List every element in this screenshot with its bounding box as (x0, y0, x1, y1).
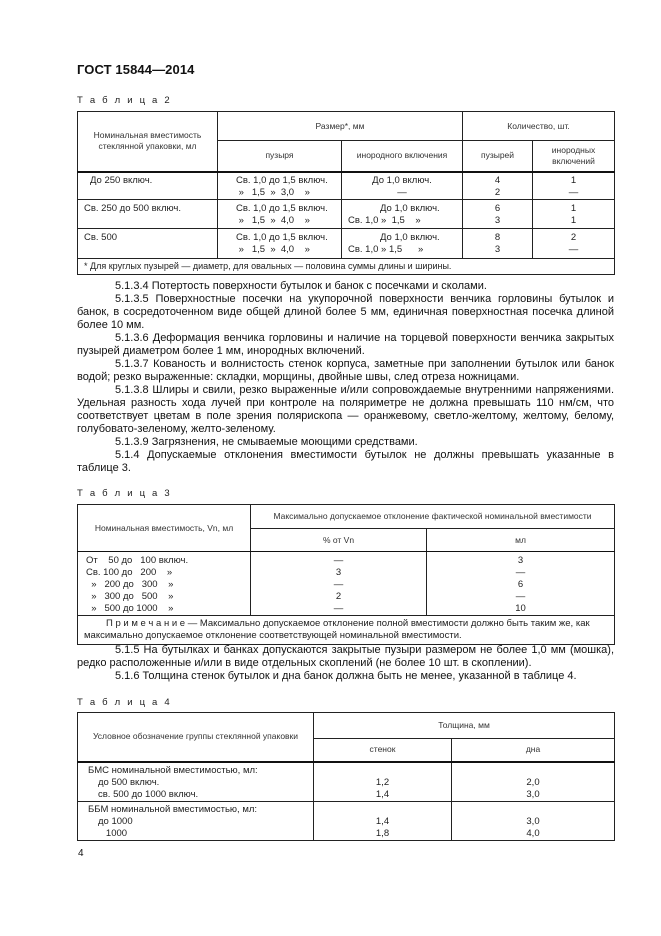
table-3 (77, 504, 615, 645)
col-deviation-header: Максимально допускаемое отклонение фактической номинальной вместимости (251, 505, 615, 529)
document-id: ГОСТ 15844—2014 (77, 62, 195, 77)
table-2-footnote: * Для круглых пузырей — диаметр, для овальных — половина суммы длины и ширины. (78, 258, 615, 274)
cell-capacity: Св. 500 (78, 228, 218, 258)
table-3-caption: Т а б л и ц а 3 (77, 488, 172, 499)
cell-inclusion-size: До 1,0 включ. Св. 1,0 » 1,5 » (342, 199, 463, 228)
col-size-bubble: пузыря (218, 141, 342, 172)
para-5-1-6: 5.1.6 Толщина стенок бутылок и дна банок должна быть не менее, указанной в таблице 4. (115, 670, 577, 682)
cell-capacity: От 50 до 100 включ. Св. 100 до 200 » » 200 до 300 » » 300 до 500 » » 500 до 1000 » (78, 552, 251, 616)
col-size-header: Размер*, мм (218, 112, 463, 141)
cell-ml: 3 — 6 — 10 (427, 552, 615, 616)
col-walls-header: стенок (314, 739, 452, 762)
col-percent-header: % от Vn (251, 529, 427, 552)
cell-inclusion-size: До 1,0 включ. — (342, 172, 463, 200)
table-row (78, 762, 615, 802)
para-5-1-3-8: 5.1.3.8 Шлиры и свили, резко выраженные и/или сопровождаемые внутренними напряжениями. Удельная разность хода лучей при контроле на поляриметре не должна превышать 110 нм/см, что соответствует цветам в поле зрения полярископа — оранжевому, светло-желтому, желтому, белому, голубовато-зеленому, желто-зеленому. (77, 384, 614, 435)
cell-bubble-size: Св. 1,0 до 1,5 включ. » 1,5 » 4,0 » (218, 199, 342, 228)
table-3-note: П р и м е ч а н и е — Максимально допускаемое отклонение полной вместимости должно быть таким же, как максимально допускаемое отклонение соответствующей номинальной вместимости. (78, 616, 615, 645)
table-4 (77, 712, 615, 841)
table-row (78, 172, 615, 200)
col-capacity-header: Номинальная вместимость, Vn, мл (78, 505, 251, 552)
cell-bottom: 3,0 4,0 (452, 801, 615, 840)
para-5-1-4: 5.1.4 Допускаемые отклонения вместимости бутылок не должны превышать указанные в таблице 3. (77, 449, 614, 474)
table-row (78, 199, 615, 228)
table-2 (77, 111, 615, 275)
cell-bubbles-count: 6 3 (463, 199, 533, 228)
section-5-1-5-6 (77, 644, 614, 683)
para-5-1-3-9: 5.1.3.9 Загрязнения, не смываемые моющими средствами. (115, 436, 418, 448)
para-5-1-3-6: 5.1.3.6 Деформация венчика горловины и наличие на торцевой поверхности венчика закрытых пузырей диаметром более 1 мм, инородных включений. (77, 332, 614, 357)
cell-inclusions-count: 2 — (533, 228, 615, 258)
cell-group: БМС номинальной вместимостью, мл: до 500 включ. св. 500 до 1000 включ. (78, 762, 314, 802)
cell-percent: — 3 — 2 — (251, 552, 427, 616)
col-thickness-header: Толщина, мм (314, 713, 615, 739)
col-bottom-header: дна (452, 739, 615, 762)
cell-walls: 1,4 1,8 (314, 801, 452, 840)
table-2-caption: Т а б л и ц а 2 (77, 95, 172, 106)
cell-bubbles-count: 4 2 (463, 172, 533, 200)
col-count-header: Количество, шт. (463, 112, 615, 141)
cell-inclusion-size: До 1,0 включ. Св. 1,0 » 1,5 » (342, 228, 463, 258)
cell-inclusions-count: 1 — (533, 172, 615, 200)
col-count-bubbles: пузырей (463, 141, 533, 172)
col-group-header: Условное обозначение группы стеклянной упаковки (78, 713, 314, 762)
cell-walls: 1,2 1,4 (314, 762, 452, 802)
section-5-1-3-items (77, 280, 614, 475)
page-number: 4 (78, 848, 84, 859)
cell-capacity: До 250 включ. (78, 172, 218, 200)
cell-group: ББМ номинальной вместимостью, мл: до 1000 1000 (78, 801, 314, 840)
table-4-caption: Т а б л и ц а 4 (77, 697, 172, 708)
col-capacity-header: Номинальная вместимость стеклянной упаковки, мл (78, 112, 218, 172)
table-row (78, 801, 615, 840)
cell-capacity: Св. 250 до 500 включ. (78, 199, 218, 228)
para-5-1-3-4: 5.1.3.4 Потертость поверхности бутылок и банок с посечками и сколами. (115, 280, 487, 292)
col-ml-header: мл (427, 529, 615, 552)
cell-bubble-size: Св. 1,0 до 1,5 включ. » 1,5 » 4,0 » (218, 228, 342, 258)
col-size-inclusion: инородного включения (342, 141, 463, 172)
cell-bottom: 2,0 3,0 (452, 762, 615, 802)
col-count-inclusions: инородных включений (533, 141, 615, 172)
table-row (78, 552, 615, 616)
para-5-1-5: 5.1.5 На бутылках и банках допускаются закрытые пузыри размером не более 1,0 мм (мошка), редко расположенные и/или в виде отдельных скоплений (не более 10 шт. в скоплении). (77, 644, 614, 669)
table-row (78, 228, 615, 258)
para-5-1-3-7: 5.1.3.7 Кованость и волнистость стенок корпуса, заметные при заполнении бутылок или банок водой; резко выраженные: складки, морщины, двойные швы, след отреза ножницами. (77, 358, 614, 383)
cell-bubble-size: Св. 1,0 до 1,5 включ. » 1,5 » 3,0 » (218, 172, 342, 200)
cell-bubbles-count: 8 3 (463, 228, 533, 258)
cell-inclusions-count: 1 1 (533, 199, 615, 228)
para-5-1-3-5: 5.1.3.5 Поверхностные посечки на укупорочной поверхности венчика горловины бутылок и банок, в сосредоточенном виде общей длиной более 5 мм, единичная поверхностная посечка длиной более 10 мм. (77, 293, 614, 331)
